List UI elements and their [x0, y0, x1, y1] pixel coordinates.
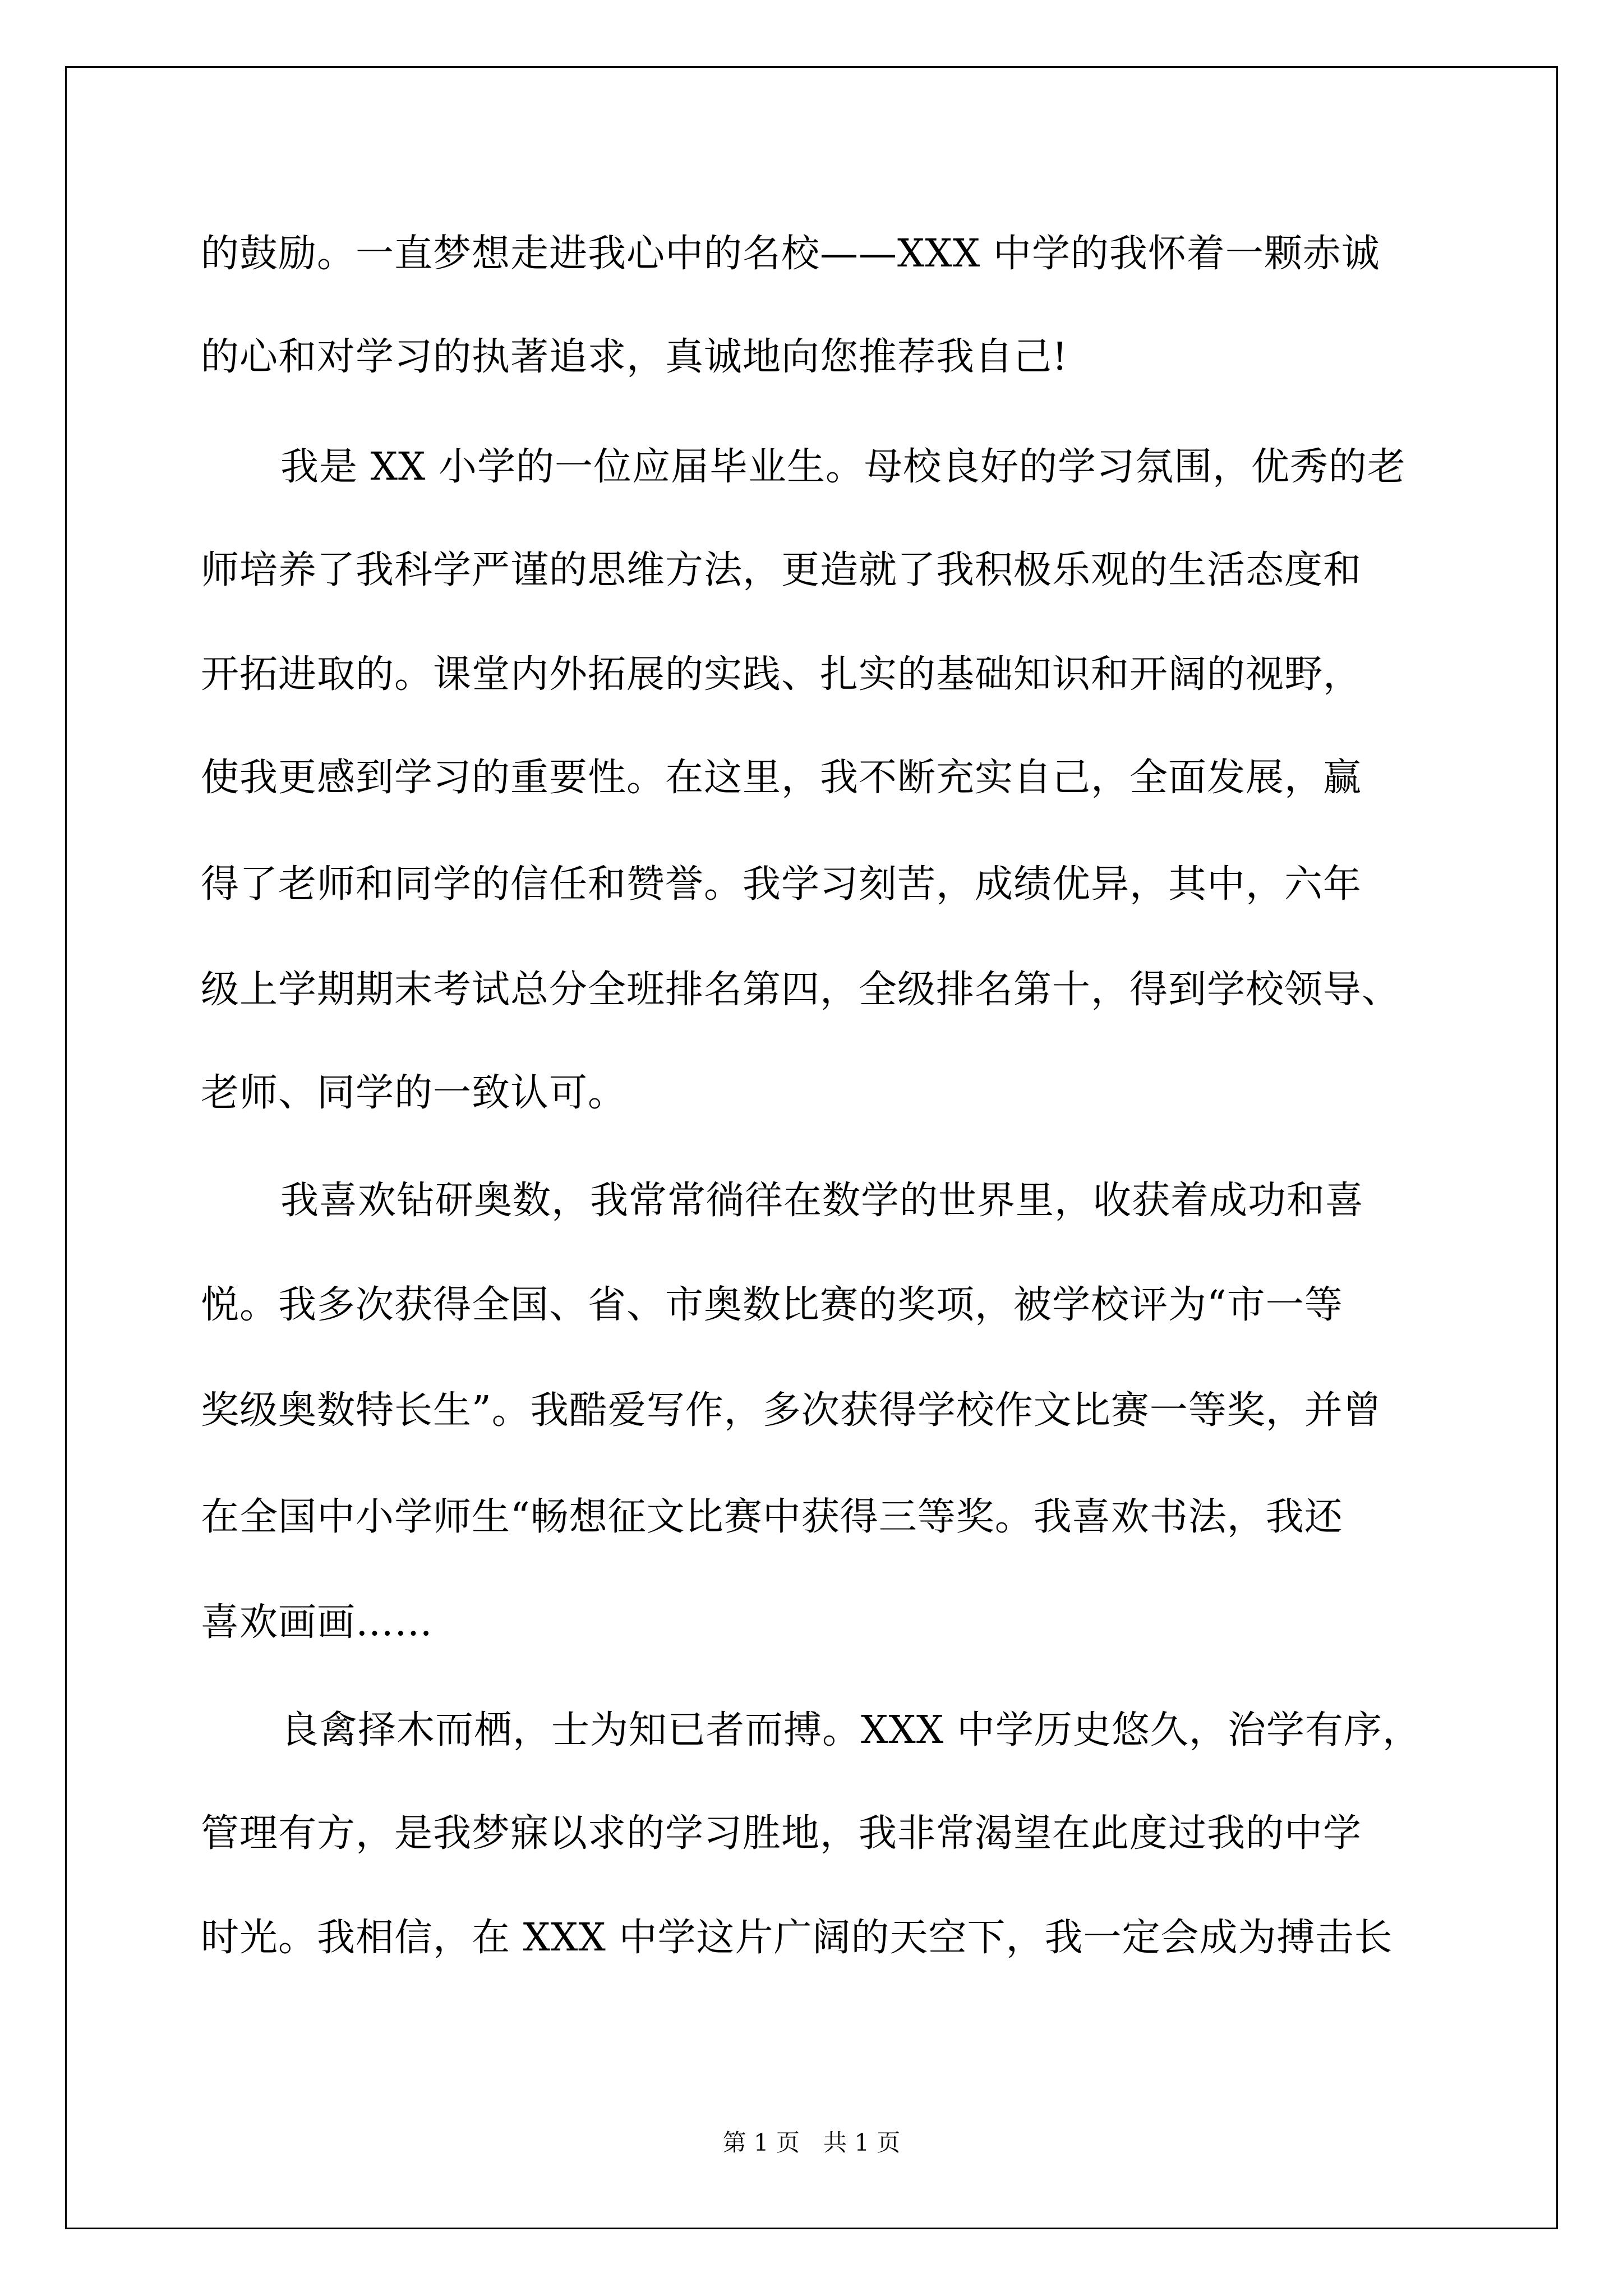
paragraph-line: 得了老师和同学的信任和赞誉。我学习刻苦，成绩优异，其中，六年 [201, 862, 1362, 907]
paragraph-line: 良禽择木而栖，士为知已者而搏。XXX 中学历史悠久，治学有序， [280, 1708, 1421, 1752]
paragraph-line: 师培养了我科学严谨的思维方法，更造就了我积极乐观的生活态度和 [201, 548, 1362, 592]
paragraph-line: 老师、同学的一致认可。 [201, 1071, 627, 1115]
page-border [65, 66, 1558, 2229]
paragraph-line: 开拓进取的。课堂内外拓展的实践、扎实的基础知识和开阔的视野， [201, 652, 1362, 697]
page-footer: 第 1 页 共 1 页 [722, 2129, 901, 2156]
paragraph-line: 时光。我相信，在 XXX 中学这片广阔的天空下，我一定会成为搏击长 [201, 1916, 1393, 1960]
paragraph-line: 级上学期期末考试总分全班排名第四，全级排名第十，得到学校领导、 [201, 968, 1401, 1012]
paragraph-line: 我喜欢钻研奥数，我常常徜徉在数学的世界里，收获着成功和喜 [280, 1179, 1364, 1223]
paragraph-line: 管理有方，是我梦寐以求的学习胜地，我非常渴望在此度过我的中学 [201, 1811, 1362, 1856]
paragraph-line: 奖级奥数特长生”。我酷爱写作，多次获得学校作文比赛一等奖，并曾 [201, 1388, 1382, 1433]
paragraph-line: 在全国中小学师生“畅想征文比赛中获得三等奖。我喜欢书法，我还 [201, 1495, 1343, 1539]
paragraph-line: 的鼓励。一直梦想走进我心中的名校——XXX 中学的我怀着一颗赤诚 [201, 232, 1380, 276]
paragraph-line: 我是 XX 小学的一位应届毕业生。母校良好的学习氛围，优秀的老 [280, 445, 1407, 489]
paragraph-line: 悦。我多次获得全国、省、市奥数比赛的奖项，被学校评为“市一等 [201, 1283, 1343, 1327]
paragraph-line: 的心和对学习的执著追求，真诚地向您推荐我自己! [201, 335, 1068, 379]
paragraph-line: 喜欢画画…… [201, 1600, 434, 1645]
paragraph-line: 使我更感到学习的重要性。在这里，我不断充实自己，全面发展，赢 [201, 756, 1362, 800]
